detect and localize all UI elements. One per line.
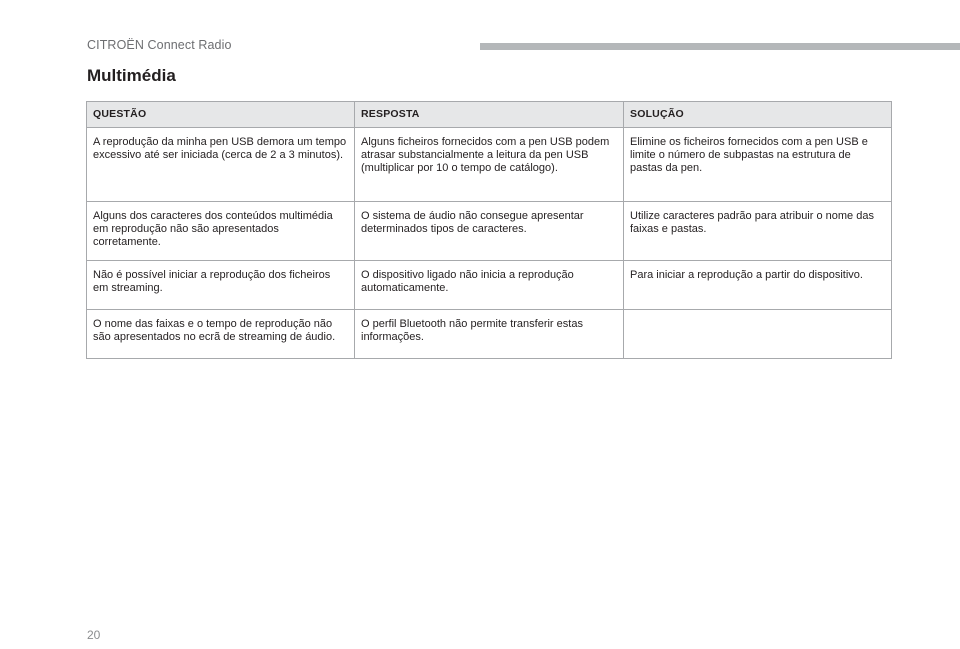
- answer-cell: Alguns ficheiros fornecidos com a pen USB podem atrasar substancialmente a leitura da pen USB (multiplicar por 10 o tempo de catálogo).: [355, 128, 624, 202]
- troubleshooting-table: [86, 101, 892, 359]
- page-number: 20: [87, 628, 101, 642]
- question-cell: O nome das faixas e o tempo de reprodução não são apresentados no ecrã de streaming de áudio.: [87, 310, 355, 359]
- table-row: [87, 202, 892, 261]
- table-row: [87, 310, 892, 359]
- answer-cell: O perfil Bluetooth não permite transferir estas informações.: [355, 310, 624, 359]
- solution-cell: Para iniciar a reprodução a partir do dispositivo.: [624, 261, 892, 310]
- question-cell: Não é possível iniciar a reprodução dos ficheiros em streaming.: [87, 261, 355, 310]
- table-header-row: [87, 102, 892, 128]
- column-header-question: QUESTÃO: [87, 102, 355, 128]
- answer-cell: O dispositivo ligado não inicia a reprodução automaticamente.: [355, 261, 624, 310]
- table-row: [87, 128, 892, 202]
- solution-cell: [624, 310, 892, 359]
- header-rule-bar: [480, 43, 960, 50]
- solution-cell: Utilize caracteres padrão para atribuir o nome das faixas e pastas.: [624, 202, 892, 261]
- solution-cell: Elimine os ficheiros fornecidos com a pen USB e limite o número de subpastas na estrutura de pastas da pen.: [624, 128, 892, 202]
- document-header-label: CITROËN Connect Radio: [87, 38, 232, 52]
- question-cell: A reprodução da minha pen USB demora um tempo excessivo até ser iniciada (cerca de 2 a 3 minutos).: [87, 128, 355, 202]
- section-title: Multimédia: [87, 66, 176, 85]
- question-cell: Alguns dos caracteres dos conteúdos multimédia em reprodução não são apresentados corretamente.: [87, 202, 355, 261]
- table-row: [87, 261, 892, 310]
- answer-cell: O sistema de áudio não consegue apresentar determinados tipos de caracteres.: [355, 202, 624, 261]
- column-header-solution: SOLUÇÃO: [624, 102, 892, 128]
- column-header-answer: RESPOSTA: [355, 102, 624, 128]
